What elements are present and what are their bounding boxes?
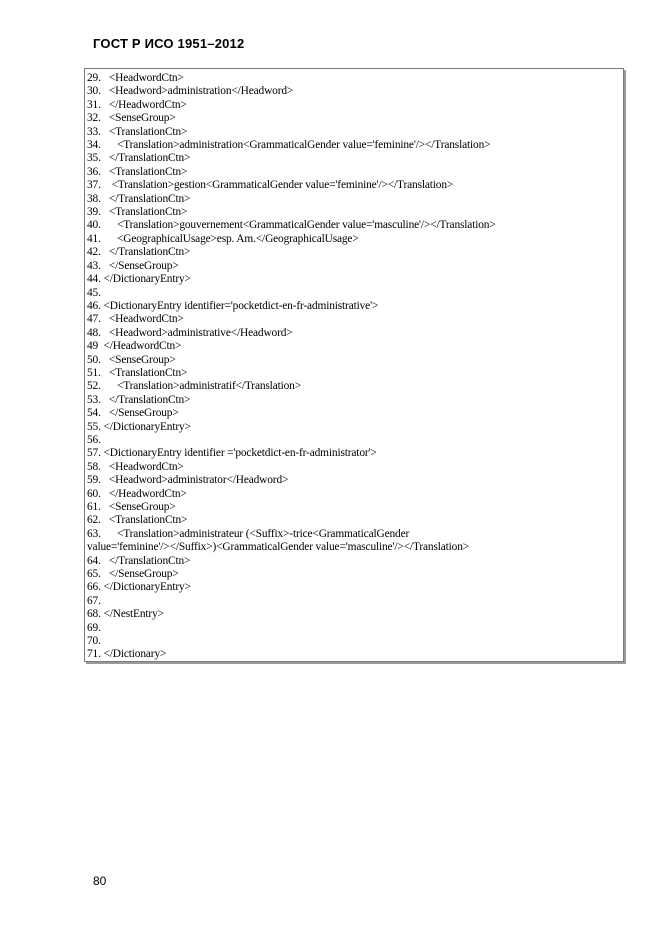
code-listing-box — [84, 68, 624, 662]
code-line: 64. </TranslationCtn> — [87, 554, 191, 567]
code-line: 42. </TranslationCtn> — [87, 246, 191, 259]
code-line: 61. <SenseGroup> — [87, 501, 176, 513]
code-line: 56. — [87, 433, 101, 446]
code-line: 49 </HeadwordCtn> — [87, 340, 182, 353]
code-line: 52. <Translation>administratif</Translation> — [87, 380, 301, 393]
code-line: 54. </SenseGroup> — [87, 407, 179, 420]
code-line: 31. </HeadwordCtn> — [87, 98, 187, 111]
document-header: ГОСТ Р ИСО 1951–2012 — [93, 36, 245, 51]
code-line: 50. <SenseGroup> — [87, 353, 176, 366]
code-line: 32. <SenseGroup> — [87, 112, 176, 125]
code-line: 68. </NestEntry> — [87, 608, 164, 621]
code-line: 46. <DictionaryEntry identifier='pocketdict-en-fr-administrative'> — [87, 299, 379, 312]
code-line: 36. <TranslationCtn> — [87, 165, 188, 178]
code-line: 57. <DictionaryEntry identifier ='pocketdict-en-fr-administrator'> — [87, 447, 377, 460]
code-line: 33. <TranslationCtn> — [87, 125, 188, 138]
code-line: 47. <HeadwordCtn> — [87, 313, 184, 326]
code-line: 44. </DictionaryEntry> — [87, 273, 191, 286]
code-listing — [87, 72, 623, 662]
code-line: 29. <HeadwordCtn> — [87, 72, 184, 84]
code-line: 37. <Translation>gestion<GrammaticalGender value='feminine'/></Translation> — [87, 179, 454, 192]
code-line: 59. <Headword>administrator</Headword> — [87, 474, 289, 487]
code-line: 60. </HeadwordCtn> — [87, 487, 187, 500]
code-line: value='feminine'/></Suffix>)<GrammaticalGender value='masculine'/></Translation> — [87, 541, 470, 554]
code-line: 45. — [87, 286, 101, 299]
code-line: 39. <TranslationCtn> — [87, 206, 188, 219]
code-line: 63. <Translation>administrateur (<Suffix>-trice<GrammaticalGender — [87, 527, 410, 540]
code-line: 70. — [87, 635, 101, 648]
code-line: 62. <TranslationCtn> — [87, 514, 188, 527]
code-line: 40. <Translation>gouvernement<GrammaticalGender value='masculine'/></Translation> — [87, 219, 496, 232]
code-line: 58. <HeadwordCtn> — [87, 460, 184, 473]
code-line: 30. <Headword>administration</Headword> — [87, 85, 294, 98]
code-line: 41. <GeographicalUsage>esp. Am.</GeographicalUsage> — [87, 232, 359, 245]
code-line: 53. </TranslationCtn> — [87, 393, 191, 406]
page-number: 80 — [93, 874, 107, 888]
code-line: 67. — [87, 594, 101, 607]
code-line: 43. </SenseGroup> — [87, 259, 179, 272]
code-line: 69. — [87, 621, 101, 634]
code-line: 51. <TranslationCtn> — [87, 366, 188, 379]
code-line: 48. <Headword>administrative</Headword> — [87, 326, 293, 339]
code-line: 71. </Dictionary> — [87, 648, 167, 661]
code-line: 55. </DictionaryEntry> — [87, 420, 191, 433]
code-line: 38. </TranslationCtn> — [87, 192, 191, 205]
code-line: 34. <Translation>administration<GrammaticalGender value='feminine'/></Translation> — [87, 139, 491, 152]
code-line: 35. </TranslationCtn> — [87, 152, 191, 165]
code-line: 66. </DictionaryEntry> — [87, 581, 191, 594]
code-line: 65. </SenseGroup> — [87, 568, 179, 581]
